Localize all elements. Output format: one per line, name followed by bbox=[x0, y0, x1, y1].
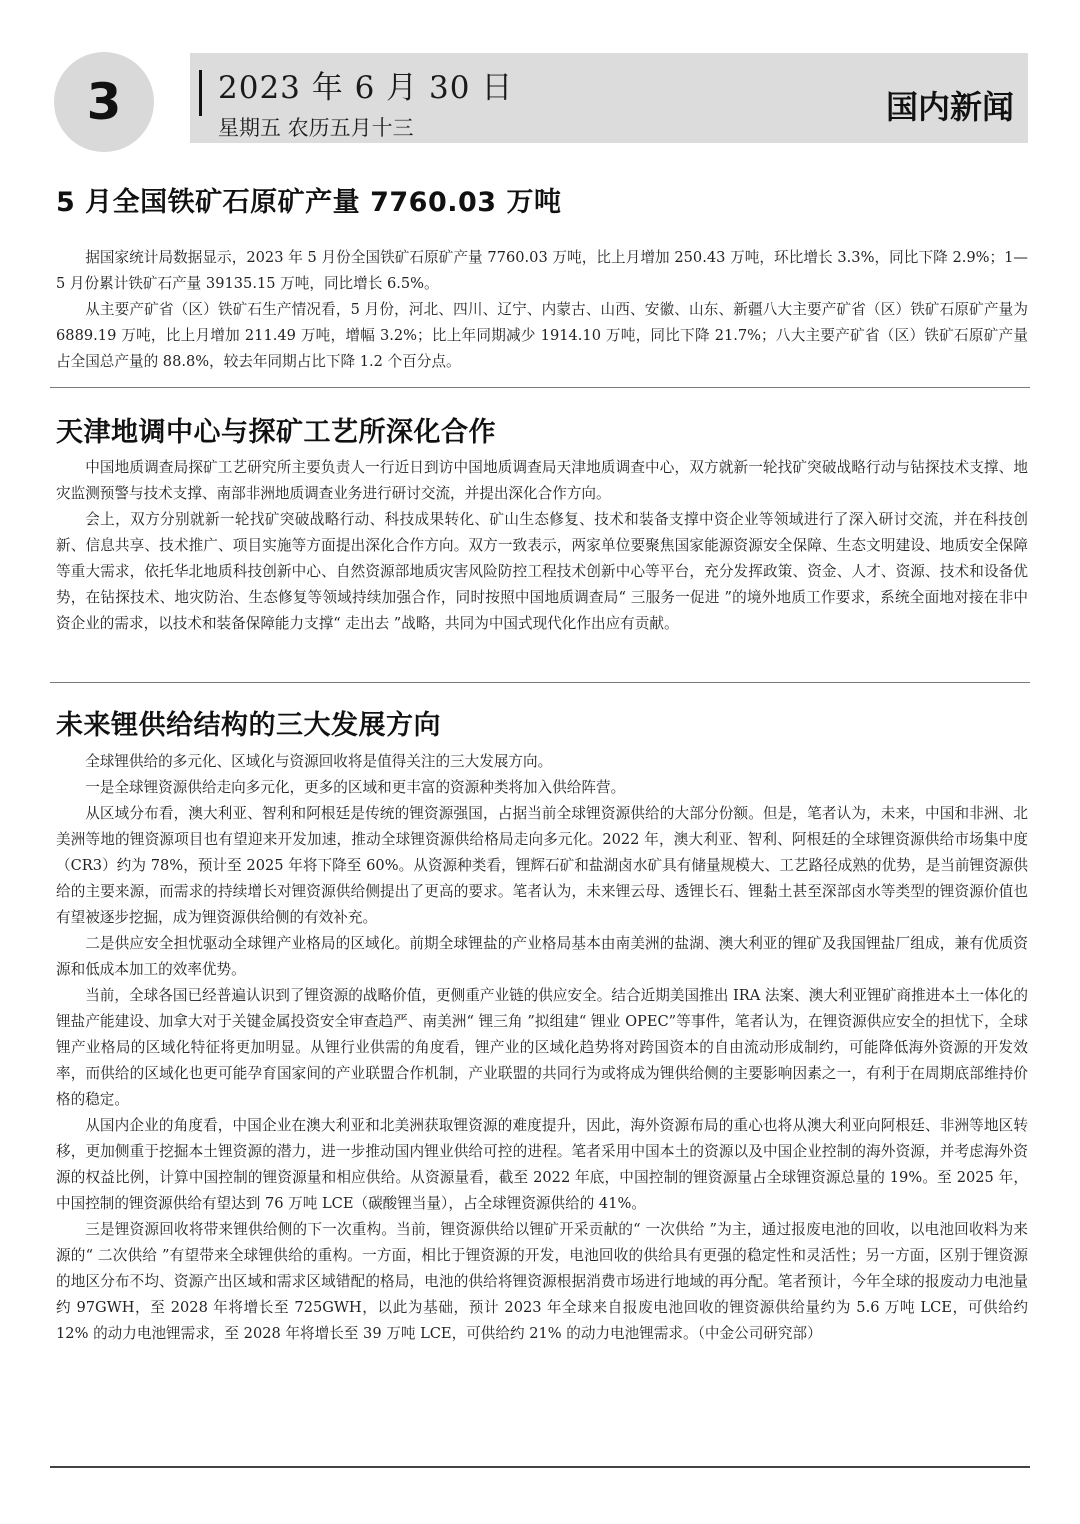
article-paragraph: 从主要产矿省（区）铁矿石生产情况看，5 月份，河北、四川、辽宁、内蒙古、山西、安徽、山东、新疆八大主要产矿省（区）铁矿石原矿产量为 6889.19 万吨，比上月增加 211.49 万吨，增幅 3.2%；比上年同期减少 1914.10 万吨，同比下降 21.7%；八大主要产矿省（区）铁矿石原矿产量占全国总产量的 88.8%，较去年同期占比下降 1.2 个百分点。 bbox=[56, 301, 1028, 370]
article-iron-ore bbox=[56, 180, 1028, 375]
article-separator bbox=[50, 682, 1030, 683]
page-number-badge bbox=[54, 52, 154, 152]
article-paragraph: 会上，双方分别就新一轮找矿突破战略行动、科技成果转化、矿山生态修复、技术和装备支撑中资企业等领域进行了深入研讨交流，并在科技创新、信息共享、技术推广、项目实施等方面提出深化合作方向。双方一致表示，两家单位要聚焦国家能源资源安全保障、生态文明建设、地质安全保障等重大需求，依托华北地质科技创新中心、自然资源部地质灾害风险防控工程技术创新中心等平台，充分发挥政策、资金、人才、资源、技术和设备优势，在钻探技术、地灾防治、生态修复等领域持续加强合作，同时按照中国地质调查局“ 三服务一促进 ”的境外地质工作要求，系统全面地对接在非中资企业的需求，以技术和装备保障能力支撑“ 走出去 ”战略，共同为中国式现代化作出应有贡献。 bbox=[56, 511, 1028, 632]
article-paragraph: 据国家统计局数据显示，2023 年 5 月份全国铁矿石原矿产量 7760.03 万吨，比上月增加 250.43 万吨，环比增长 3.3%，同比下降 2.9%；1—5 月份累计铁矿石产量 39135.15 万吨，同比增长 6.5%。 bbox=[56, 249, 1028, 292]
article-title: 天津地调中心与探矿工艺所深化合作 bbox=[56, 417, 496, 448]
article-title: 未来锂供给结构的三大发展方向 bbox=[56, 710, 441, 741]
article-paragraph: 二是供应安全担忧驱动全球锂产业格局的区域化。前期全球锂盐的产业格局基本由南美洲的盐湖、澳大利亚的锂矿及我国锂盐厂组成，兼有优质资源和低成本加工的效率优势。 bbox=[56, 935, 1028, 978]
article-paragraph: 一是全球锂资源供给走向多元化，更多的区域和更丰富的资源种类将加入供给阵营。 bbox=[85, 779, 626, 796]
weekday-lunar-date: 星期五 农历五月十三 bbox=[218, 116, 414, 140]
article-paragraph: 当前，全球各国已经普遍认识到了锂资源的战略价值，更侧重产业链的供应安全。结合近期美国推出 IRA 法案、澳大利亚锂矿商推进本土一体化的锂盐产能建设、加拿大对于关键金属投资安全审查趋严、南美洲“ 锂三角 ”拟组建“ 锂业 OPEC”等事件，笔者认为，在锂资源供应安全的担忧下，全球锂产业格局的区域化特征将更加明显。从锂行业供需的角度看，锂产业的区域化趋势将对跨国资本的自由流动形成制约，可能降低海外资源的开发效率，而供给的区域化也更可能孕育国家间的产业联盟合作机制，产业联盟的共同行为或将成为锂供给侧的主要影响因素之一，有利于在周期底部维持价格的稳定。 bbox=[56, 987, 1028, 1108]
article-title: 5 月全国铁矿石原矿产量 7760.03 万吨 bbox=[56, 187, 562, 218]
article-paragraph: 从区域分布看，澳大利亚、智利和阿根廷是传统的锂资源强国，占据当前全球锂资源供给的大部分份额。但是，笔者认为，未来，中国和非洲、北美洲等地的锂资源项目也有望迎来开发加速，推动全球锂资源供给格局走向多元化。2022 年，澳大利亚、智利、阿根廷的全球锂资源供给市场集中度（CR3）约为 78%，预计至 2025 年将下降至 60%。从资源种类看，锂辉石矿和盐湖卤水矿具有储量规模大、工艺路径成熟的优势，是当前锂资源供给的主要来源，而需求的持续增长对锂资源供给侧提出了更高的要求。笔者认为，未来锂云母、透锂长石、锂黏土甚至深部卤水等类型的锂资源价值也有望被逐步挖掘，成为锂资源供给侧的有效补充。 bbox=[56, 805, 1028, 926]
header-divider bbox=[199, 70, 202, 116]
footer-rule bbox=[50, 1466, 1030, 1468]
article-paragraph: 三是锂资源回收将带来锂供给侧的下一次重构。当前，锂资源供给以锂矿开采贡献的“ 一次供给 ”为主，通过报废电池的回收，以电池回收料为来源的“ 二次供给 ”有望带来全球锂供给的重构。一方面，相比于锂资源的开发，电池回收的供给具有更强的稳定性和灵活性；另一方面，区别于锂资源的地区分布不均、资源产出区域和需求区域错配的格局，电池的供给将锂资源根据消费市场进行地域的再分配。笔者预计，今年全球的报废动力电池量约 97GWH，至 2028 年将增长至 725GWH，以此为基础，预计 2023 年全球来自报废电池回收的锂资源供给量约为 5.6 万吨 LCE，可供给约 12% 的动力电池锂需求，至 2028 年将增长至 39 万吨 LCE，可供给约 21% 的动力电池锂需求。（中金公司研究部） bbox=[56, 1221, 1028, 1342]
article-paragraph: 从国内企业的角度看，中国企业在澳大利亚和北美洲获取锂资源的难度提升，因此，海外资源布局的重心也将从澳大利亚向阿根廷、非洲等地区转移，更加侧重于挖掘本土锂资源的潜力，进一步推动国内锂业供给可控的进程。笔者采用中国本土的资源以及中国企业控制的海外资源，并考虑海外资源的权益比例，计算中国控制的锂资源量和相应供给。从资源量看，截至 2022 年底，中国控制的锂资源量占全球锂资源总量的 19%。至 2025 年，中国控制的锂资源供给有望达到 76 万吨 LCE（碳酸锂当量），占全球锂资源供给的 41%。 bbox=[56, 1117, 1028, 1212]
article-paragraph: 中国地质调查局探矿工艺研究所主要负责人一行近日到访中国地质调查局天津地质调查中心，双方就新一轮找矿突破战略行动与钻探技术支撑、地灾监测预警与技术支撑、南部非洲地质调查业务进行研讨交流，并提出深化合作方向。 bbox=[56, 459, 1028, 502]
article-paragraph: 全球锂供给的多元化、区域化与资源回收将是值得关注的三大发展方向。 bbox=[85, 753, 553, 770]
section-title: 国内新闻 bbox=[885, 88, 1014, 126]
issue-date: 2023 年 6 月 30 日 bbox=[218, 70, 514, 106]
page-number: 3 bbox=[86, 73, 122, 131]
article-lithium-supply bbox=[56, 703, 1028, 1347]
article-tianjin-cooperation bbox=[56, 410, 1028, 637]
article-separator bbox=[50, 387, 1030, 388]
